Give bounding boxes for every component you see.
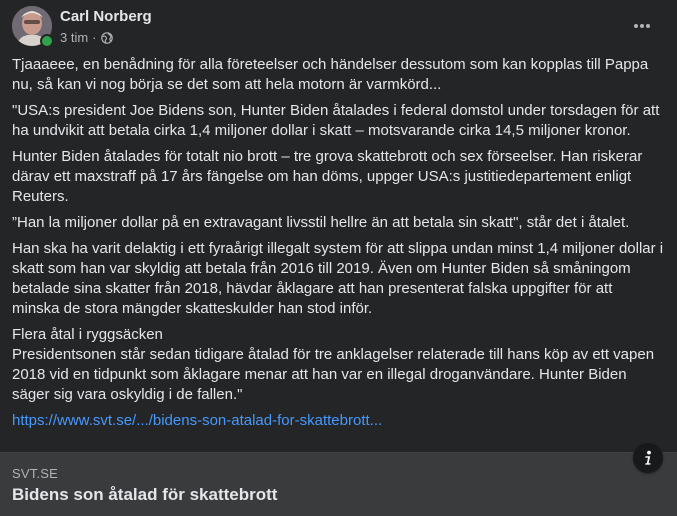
post-subline	[60, 29, 152, 47]
author-name[interactable]: Carl Norberg	[60, 8, 152, 25]
link-preview-card[interactable]	[0, 452, 677, 516]
post-header	[12, 6, 152, 50]
post-meta	[60, 8, 152, 47]
post-paragraph: Flera åtal i ryggsäcken Presidentsonen står sedan tidigare åtalad för tre anklagelser relaterade till hans köp av ett vapen 2018 vid en tidpunkt som åklagare menar att han var en illegal droganvändare. Hunter Biden säger sig vara oskyldig i de fallen."	[12, 326, 655, 403]
post-link-line	[12, 411, 664, 431]
info-icon	[641, 450, 655, 466]
avatar[interactable]	[12, 6, 52, 46]
post-paragraph: "USA:s president Joe Bidens son, Hunter Biden åtalades i federal domstol under torsdagen för att ha undvikit att betala cirka 1,4 miljoner dollar i skatt – motsvarande cirka 14,5 miljoner kronor.	[12, 102, 660, 139]
post-link[interactable]: https://www.svt.se/.../bidens-son-atalad-for-skattebrott...	[12, 412, 383, 429]
globe-icon[interactable]	[101, 32, 113, 44]
link-title[interactable]: Bidens son åtalad för skattebrott	[12, 485, 278, 504]
link-domain: SVT.SE	[12, 466, 58, 481]
online-status-indicator	[40, 34, 54, 48]
separator: ·	[92, 30, 97, 45]
more-options-button[interactable]	[624, 8, 660, 44]
post-paragraph: Han ska ha varit delaktig i ett fyraårigt illegalt system för att slippa undan minst 1,4 miljoner dollar i skatt som han var skyldig att betala från 2016 till 2019. Även om Hunter Biden så småningom betalade sina skatter från 2018, hävdar åklagare att han presenterat falska uppgifter för att minska de stora mängder skatteskulder han stod inför.	[12, 240, 664, 317]
post-paragraph: ”Han la miljoner dollar på en extravagant livsstil hellre än att betala sin skatt", står det i åtalet.	[12, 214, 630, 231]
post-body	[12, 55, 664, 437]
more-horizontal-icon	[632, 23, 652, 29]
post-paragraph: Tjaaaeee, en benådning för alla företeelser och händelser dessutom som kan kopplas till Pappa nu, så kan vi nog börja se det som att hela motorn är varmkörd...	[12, 56, 649, 93]
post-paragraph: Hunter Biden åtalades för totalt nio brott – tre grova skattebrott och sex förseelser. Han riskerar därav ett maxstraff på 17 års fängelse om han döms, uppger USA:s justitiedepartement enligt Reuters.	[12, 148, 643, 205]
info-button[interactable]	[633, 443, 663, 473]
post-timestamp[interactable]: 3 tim	[60, 30, 89, 45]
